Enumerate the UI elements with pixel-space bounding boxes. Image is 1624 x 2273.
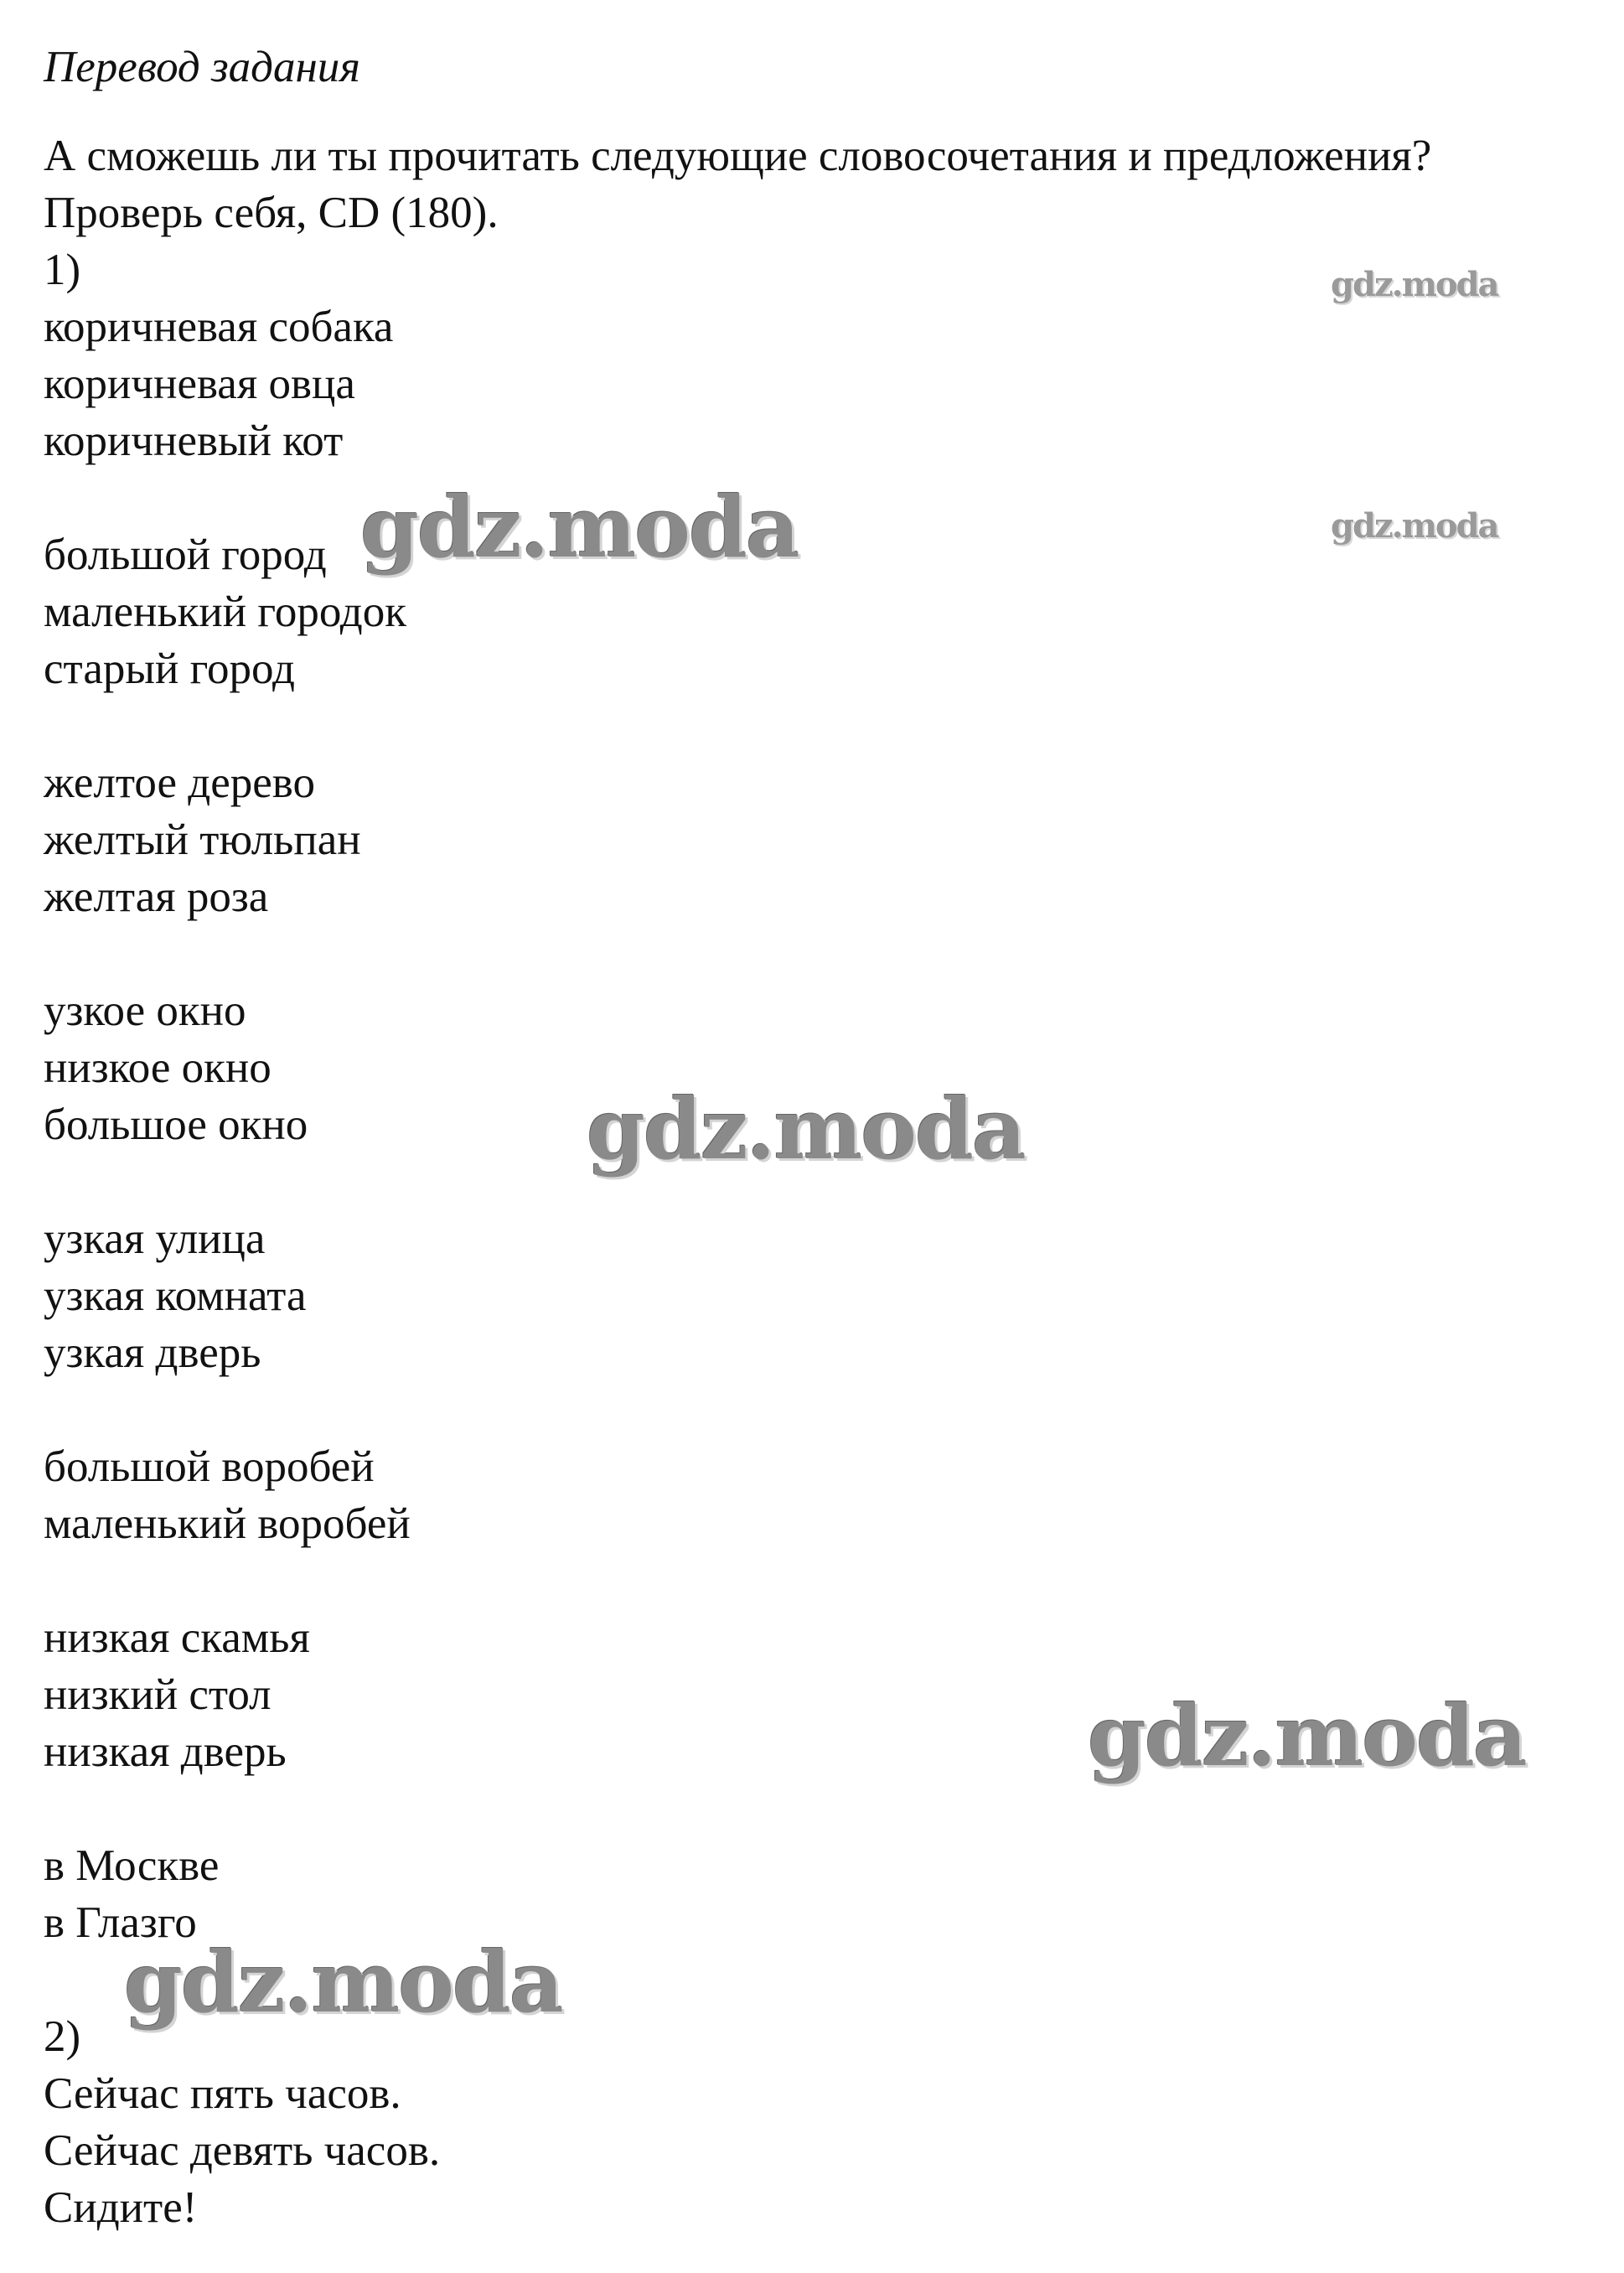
phrase-line: коричневый кот bbox=[44, 417, 344, 465]
phrase-line: низкая дверь bbox=[44, 1727, 287, 1776]
document-title: Перевод задания bbox=[44, 43, 360, 91]
phrase-line: коричневая собака bbox=[44, 303, 394, 351]
phrase-line: большой город bbox=[44, 531, 327, 579]
phrase-line: низкое окно bbox=[44, 1043, 272, 1092]
phrase-line: низкий стол bbox=[44, 1670, 272, 1719]
phrase-line: маленький городок bbox=[44, 588, 407, 636]
phrase-line: старый город bbox=[44, 645, 295, 693]
part1-label: 1) bbox=[44, 246, 81, 294]
phrase-line: в Глазго bbox=[44, 1898, 197, 1947]
intro-line-1: А сможешь ли ты прочитать следующие словосочетания и предложения? bbox=[44, 132, 1432, 180]
phrase-line: низкая скамья bbox=[44, 1613, 310, 1662]
phrase-line: большое окно bbox=[44, 1100, 308, 1149]
watermark: gdz.moda bbox=[587, 1080, 1025, 1178]
phrase-line: узкая дверь bbox=[44, 1328, 261, 1377]
phrase-line: узкое окно bbox=[44, 986, 246, 1035]
phrase-line: узкая комната bbox=[44, 1271, 307, 1320]
sentence-line: Сидите! bbox=[44, 2183, 198, 2232]
watermark: gdz.moda bbox=[1331, 506, 1498, 546]
watermark: gdz.moda bbox=[1088, 1686, 1526, 1785]
phrase-line: большой воробей bbox=[44, 1442, 375, 1491]
phrase-line: в Москве bbox=[44, 1841, 220, 1890]
sentence-line: Сейчас пять часов. bbox=[44, 2069, 401, 2118]
phrase-line: желтая роза bbox=[44, 872, 269, 921]
phrase-line: маленький воробей bbox=[44, 1499, 411, 1548]
watermark: gdz.moda bbox=[360, 478, 799, 577]
phrase-line: коричневая овца bbox=[44, 360, 355, 408]
watermark: gdz.moda bbox=[124, 1933, 562, 2032]
part2-label: 2) bbox=[44, 2012, 81, 2061]
phrase-line: узкая улица bbox=[44, 1214, 266, 1263]
phrase-line: желтое дерево bbox=[44, 759, 315, 807]
sentence-line: Сейчас девять часов. bbox=[44, 2126, 441, 2175]
watermark: gdz.moda bbox=[1331, 265, 1498, 304]
intro-line-2: Проверь себя, CD (180). bbox=[44, 189, 499, 237]
phrase-line: желтый тюльпан bbox=[44, 815, 361, 864]
